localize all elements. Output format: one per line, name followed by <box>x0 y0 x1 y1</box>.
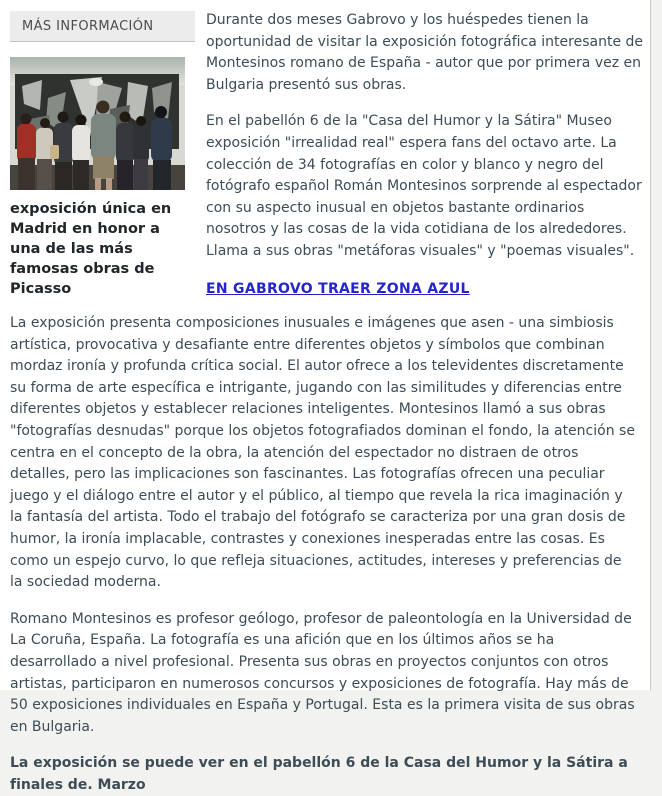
closing-paragraph: La exposición se puede ver en el pabellón 6 de la Casa del Humor y la Sátira a finales de. Marzo <box>10 755 628 793</box>
body-paragraph-1: La exposición presenta composiciones inusuales e imágenes que asen - una simbiosis artística, provocativa y desafiante entre diferentes objetos y símbolos que combinan mordaz ironía y profunda crítica social. El autor ofrece a los televidentes discretamente su forma de arte específica e intrigante, jugando con las similitudes y diferencias entre diferentes objetos y establecer relaciones inteligentes. Montesinos llamó a sus obras "fotografías desnudas" porque los objetos fotografiados dominan el fondo, la atención se centra en el concepto de la obra, la atención del espectador no distraen de otros detalles, pero las implicaciones son fascinantes. Las fotografías ofrecen una peculiar juego y el diálogo entre el autor y el público, al tiempo que revela la rica imaginación y la fantasía del artista. Todo el trabajo del fotógrafo se caracteriza por una gran dosis de humor, la ironía implacable, contrastes y conexiones inesperadas entre las cosas. Es como un espejo curvo, lo que refleja situaciones, actitudes, intereses y preferencias de la sociedad moderna. <box>10 315 635 591</box>
sidebar-header-more-information: MÁS INFORMACIÓN <box>10 11 195 41</box>
intro-paragraph-1: Durante dos meses Gabrovo y los huéspedes tienen la oportunidad de visitar la exposición fotográfica interesante de Montesinos romano de España - autor que por primera vez en Bulgaria presentó sus obras. <box>206 12 644 93</box>
intro-column <box>206 8 650 297</box>
article-body <box>10 313 650 796</box>
body-paragraph-2: Romano Montesinos es profesor geólogo, profesor de paleontología en la Universidad de La Coruña, España. La fotografía es una afición que en los últimos años se ha desarrollado a nivel profesional. Presenta sus obras en proyectos conjuntos con otros artistas, participaron en numerosos concursos y exposiciones de fotografía. Hay más de 50 exposiciones individuales en España y Portugal. Esta es la primera visita de sus obras en Bulgaria. <box>10 610 635 735</box>
photo-caption: exposición única en Madrid en honor a una de las más famosas obras de Picasso <box>10 201 172 297</box>
top-section <box>10 8 650 299</box>
intro-paragraph-2: En el pabellón 6 de la "Casa del Humor y la Sátira" Museo exposición "irrealidad real" espera fans del octavo arte. La colección de 34 fotografías en color y blanco y negro del fotógrafo español Román Montesinos sorprende al espectador con su aspecto inusual en objetos bastante ordinarios nosotros y las cosas de la vida cotidiana de los alrededores. Llama a sus obras "metáforas visuales" y "poemas visuales". <box>206 113 642 259</box>
more-info-sidebar <box>10 8 198 299</box>
exhibition-photo <box>10 57 185 190</box>
related-article-figure[interactable] <box>10 57 198 299</box>
related-article-link[interactable]: EN GABROVO TRAER ZONA AZUL <box>206 280 470 297</box>
